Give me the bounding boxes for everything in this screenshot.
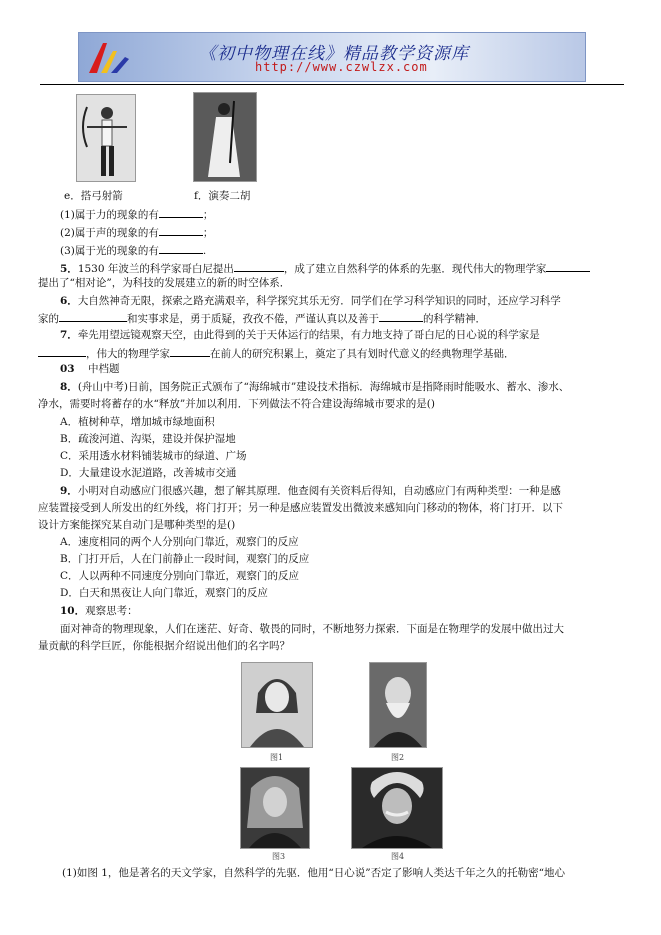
question-9-option-b: B．门打开后，人在门前静止一段时间，观察门的反应 [60, 553, 310, 565]
question-8-option-d: D．大量建设水泥道路，改善城市交通 [60, 467, 237, 479]
question-9-option-a: A．速度相同的两个人分别向门靠近，观察门的反应 [60, 536, 299, 548]
site-title: 《初中物理在线》精品教学资源库 [199, 44, 469, 64]
figure-4-caption: 图4 [391, 852, 405, 861]
header-rule [40, 84, 624, 85]
portrait-figure-1 [241, 662, 313, 748]
question-10-line-1: 面对神奇的物理现象，人们在迷茫、好奇、敬畏的同时，不断地努力探索．下面是在物理学的发展中做出过大 [60, 623, 564, 635]
question-5-line-1: 5．1530 年波兰的科学家哥白尼提出 ，成了建立自然科学的体系的先驱．现代伟大的物理学家 [60, 260, 590, 276]
question-9-option-c: C．人以两种不同速度分别向门靠近，观察门的反应 [60, 570, 300, 582]
photo-label-e: e．搭弓射箭 [64, 190, 123, 202]
figure-1-caption: 图1 [270, 753, 284, 762]
portrait-figure-2 [369, 662, 427, 748]
figure-2-caption: 图2 [391, 753, 405, 762]
header-banner [78, 32, 586, 82]
section-heading: 03 中档题 [60, 363, 120, 375]
question-6-line-1: 6．大自然神奇无限，探索之路充满艰辛，科学探究其乐无穷．同学们在学习科学知识的同时，还应学习科学 [60, 295, 561, 307]
question-10-sub-1: (1)如图 1，他是著名的天文学家，自然科学的先驱．他用“日心说”否定了影响人类达千年之久的托勒密“地心 [62, 867, 565, 879]
question-10-title: 10．观察思考： [60, 605, 138, 617]
site-logo-icon [85, 37, 133, 77]
question-8-line-1: 8．(舟山中考)日前，国务院正式颁布了“海绵城市”建设技术指标．海绵城市是指降雨时能吸水、蓄水、渗水、 [60, 381, 570, 393]
question-9-option-d: D．白天和黑夜让人向门靠近，观察门的反应 [60, 587, 268, 599]
photo-label-f: f．演奏二胡 [194, 190, 251, 202]
figure-3-caption: 图3 [272, 852, 286, 861]
portrait-figure-3 [240, 767, 310, 849]
erhu-photo [193, 92, 257, 182]
question-10-line-2: 量贡献的科学巨匠，你能根据介绍说出他们的名字吗？ [38, 640, 290, 652]
sub-question-2: (2)属于声的现象的有 ； [60, 224, 213, 240]
question-8-option-c: C．采用透水材料铺装城市的绿道、广场 [60, 450, 247, 462]
sub-question-1: (1)属于力的现象的有 ； [60, 206, 213, 222]
sub-question-3: (3)属于光的现象的有 . [60, 242, 206, 258]
question-5-line-2: 提出了“相对论”，为科技的发展建立的新的时空体系． [38, 277, 291, 289]
question-8-option-a: A．植树种草，增加城市绿地面积 [60, 416, 215, 428]
question-9-line-1: 9．小明对自动感应门很感兴趣，想了解其原理．他查阅有关资料后得知，自动感应门有两种类型：一种是感 [60, 485, 561, 497]
question-9-line-3: 设计方案能探究某自动门是哪种类型的是() [38, 519, 236, 531]
question-7-line-1: 7．牵先用望远镜观察天空，由此得到的关于天体运行的结果，有力地支持了哥白尼的日心说的科学家是 [60, 329, 540, 341]
question-8-line-2: 净水，需要时将蓄存的水“释放”并加以利用．下列做法不符合建设海绵城市要求的是() [38, 398, 435, 410]
question-9-line-2: 应装置接受到人所发出的红外线，将门打开；另一种是感应装置发出微波来感知向门移动的物体，将门打开．以下 [38, 502, 563, 514]
question-6-line-2: 家的 和实事求是，勇于质疑，孜孜不倦，严谨认真以及善于 的科学精神． [38, 310, 486, 326]
site-url: http://www.czwlzx.com [255, 60, 428, 74]
archery-photo [76, 94, 136, 182]
question-8-option-b: B．疏浚河道、沟渠，建设并保护湿地 [60, 433, 236, 445]
question-7-line-2: ，伟大的物理学家 在前人的研究积累上，奠定了具有划时代意义的经典物理学基础． [38, 345, 515, 361]
portrait-figure-4 [351, 767, 443, 849]
